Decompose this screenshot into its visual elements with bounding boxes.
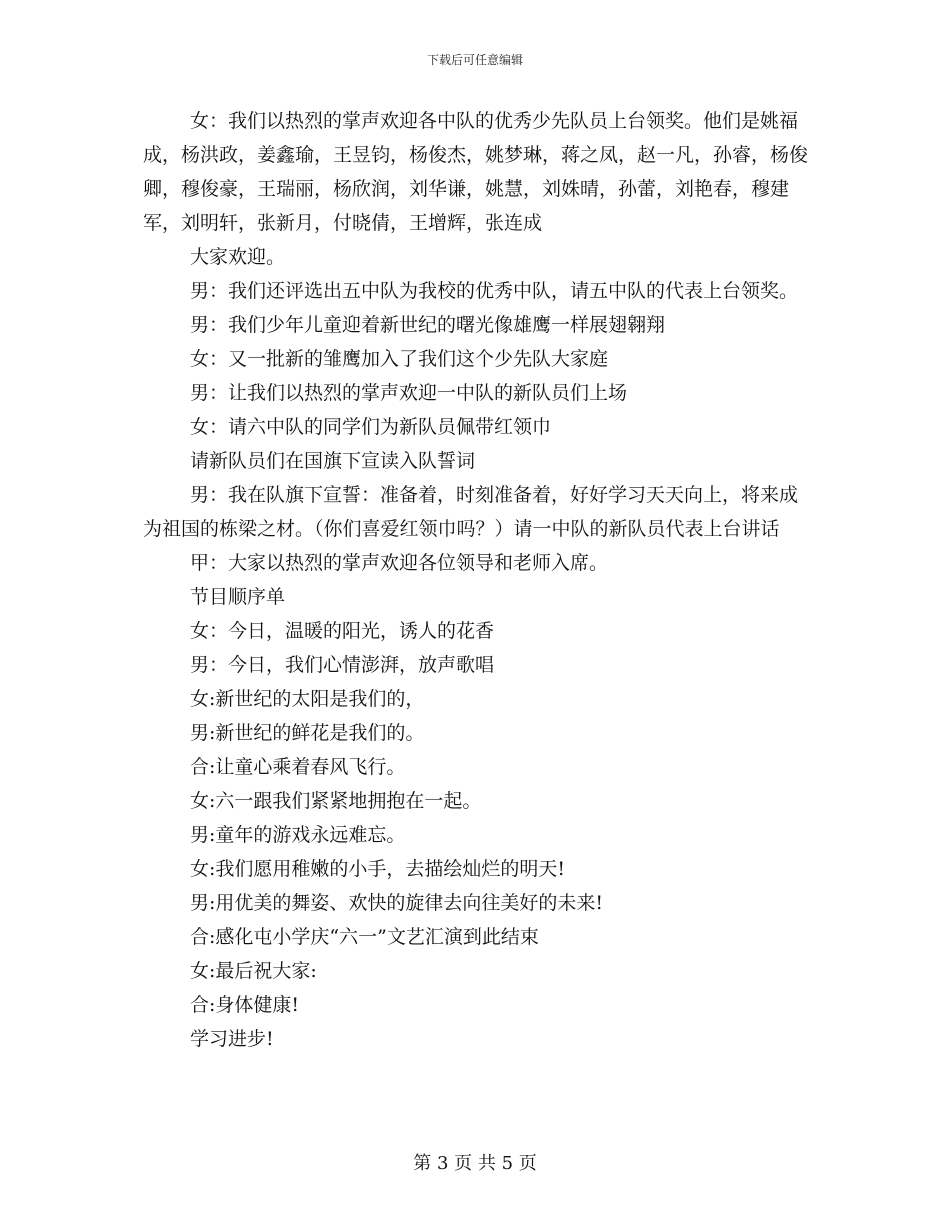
paragraph: 女：又一批新的雏鹰加入了我们这个少先队大家庭	[190, 348, 609, 370]
paragraph: 合:感化屯小学庆“六一”文艺汇演到此结束	[190, 926, 539, 948]
paragraph: 女：我们以热烈的掌声欢迎各中队的优秀少先队员上台领奖。他们是姚福成，杨洪政，姜鑫瑜，王昱钧，杨俊杰，姚梦琳，蒋之凤，赵一凡，孙睿，杨俊卿，穆俊豪，王瑞丽，杨欣润，刘华谦，姚慧，刘姝晴，孙蕾，刘艳春，穆建军，刘明轩，张新月，付晓倩，王增辉，张连成	[143, 110, 809, 234]
paragraph: 请新队员们在国旗下宣读入队誓词	[190, 450, 476, 472]
paragraph: 合:身体健康!	[190, 994, 300, 1016]
paragraph: 男：我在队旗下宣誓：准备着，时刻准备着，好好学习天天向上，将来成为祖国的栋梁之材。（你们喜爱红领巾吗？）请一中队的新队员代表上台讲话	[143, 484, 799, 540]
paragraph: 女:我们愿用稚嫩的小手，去描绘灿烂的明天!	[190, 858, 566, 880]
paragraph: 男：让我们以热烈的掌声欢迎一中队的新队员们上场	[190, 382, 628, 404]
paragraph: 男：我们少年儿童迎着新世纪的曙光像雄鹰一样展翅翱翔	[190, 314, 666, 336]
document-body	[143, 104, 811, 1056]
paragraph: 女:最后祝大家:	[190, 960, 317, 982]
page-header: 下载后可任意编辑	[426, 53, 523, 67]
paragraph: 大家欢迎。	[190, 246, 286, 268]
paragraph: 女：今日，温暖的阳光，诱人的花香	[190, 620, 495, 642]
paragraph: 节目顺序单	[190, 586, 286, 608]
paragraph: 女：请六中队的同学们为新队员佩带红领巾	[190, 416, 552, 438]
paragraph: 男:童年的游戏永远难忘。	[190, 824, 406, 846]
paragraph: 男：今日，我们心情澎湃，放声歌唱	[190, 654, 495, 676]
paragraph: 甲：大家以热烈的掌声欢迎各位领导和老师入席。	[190, 552, 609, 574]
paragraph: 女:新世纪的太阳是我们的，	[190, 688, 425, 710]
paragraph: 女:六一跟我们紧紧地拥抱在一起。	[190, 790, 482, 812]
paragraph: 合:让童心乘着春风飞行。	[190, 756, 406, 778]
paragraph: 学习进步!	[190, 1028, 274, 1050]
paragraph: 男：我们还评选出五中队为我校的优秀中队，请五中队的代表上台领奖。	[190, 280, 799, 302]
page-footer: 第 3 页 共 5 页	[413, 1153, 537, 1174]
paragraph: 男:用优美的舞姿、欢快的旋律去向往美好的未来!	[190, 892, 604, 914]
paragraph: 男:新世纪的鲜花是我们的。	[190, 722, 425, 744]
